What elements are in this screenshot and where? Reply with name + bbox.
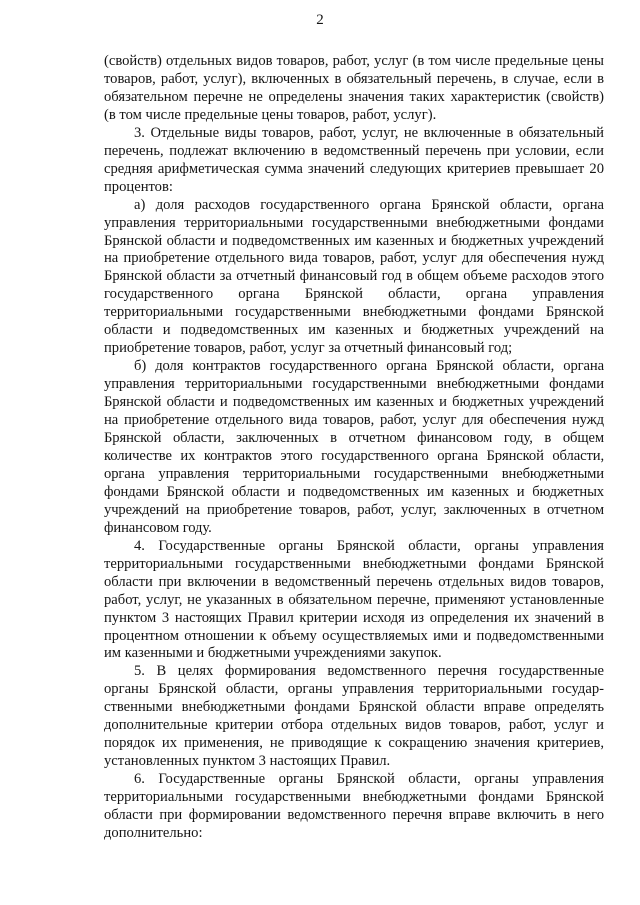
- paragraph-item-5: 5. В целях формирования ведомственного перечня государственные органы Брянской области, органы управления территориальными государственными внебюджетными фондами Брянской области вправе определять дополнительные критерии отбора отдельных видов товаров, работ, услуг и порядок их применения, не приводящие к сокращению значения критериев, установленных пунктом 3 настоящих Правил.: [104, 663, 604, 770]
- page-number: 2: [316, 12, 324, 28]
- paragraph-item-3b: б) доля контрактов государственного органа Брянской области, органа управления территориальными государственными внебюджетными фондами Брянской области и подведомственных им казенных и бюджетных учреждений на приобретение отдельного вида товаров, работ, услуг для обеспечения нужд Брянской области, заключенных в отчетном финансовом году, в общем количестве их контрактов этого государственного органа Брянской области, органа управления территориальными государственными внебюджетными фондами Брянской области и подведомственных им казенных и бюджетных учреждений на приобретение товаров, работ, услуг, заключенных в отчетном финансовом году.: [104, 358, 604, 536]
- document-body: [104, 53, 604, 843]
- paragraph-item-6: 6. Государственные органы Брянской области, органы управления территориальными государственными внебюджетными фондами Брянской области при формировании ведомственного перечня вправе включить в него дополнительно:: [104, 771, 604, 841]
- paragraph-continuation: (свойств) отдельных видов товаров, работ, услуг (в том числе предельные цены товаров, работ, услуг), включенных в обязательный перечень, в случае, если в обязательном перечне не определены значения таких характеристик (свойств) (в том числе предельные цены товаров, работ, услуг).: [104, 53, 604, 123]
- paragraph-item-3: 3. Отдельные виды товаров, работ, услуг, не включенные в обязательный перечень, подлежат включению в ведомственный перечень при условии, если средняя арифметическая сумма значений следующих критериев превышает 20 процентов:: [104, 124, 604, 195]
- paragraph-item-3a: а) доля расходов государственного органа Брянской области, органа управления территориальными государственными внебюджетными фондами Брянской области и подведомственных им казенных и бюджетных учреждений на приобретение отдельного вида товаров, работ, услуг для обеспечения нужд Брянской области за отчетный финансовый год в общем объеме расходов этого государственного органа Брянской области, органа управления территориальными государственными внебюджетными фондами Брянской области и подведомственных им казенных и бюджетных учреждений на приобретение товаров, работ, услуг за отчетный финансовый год;: [104, 196, 604, 357]
- paragraph-item-4: 4. Государственные органы Брянской области, органы управления территориальными государственными внебюджетными фондами Брянской области при включении в ведомственный перечень отдельных видов товаров, работ, услуг, не указанных в обязательном перечне, применяют установленные пунктом 3 настоящих Правил критерии исходя из определения их значений в процентном отношении к объему осуществляемых ими и подведомственными им казенными и бюджетными учреждениями закупок.: [104, 537, 604, 662]
